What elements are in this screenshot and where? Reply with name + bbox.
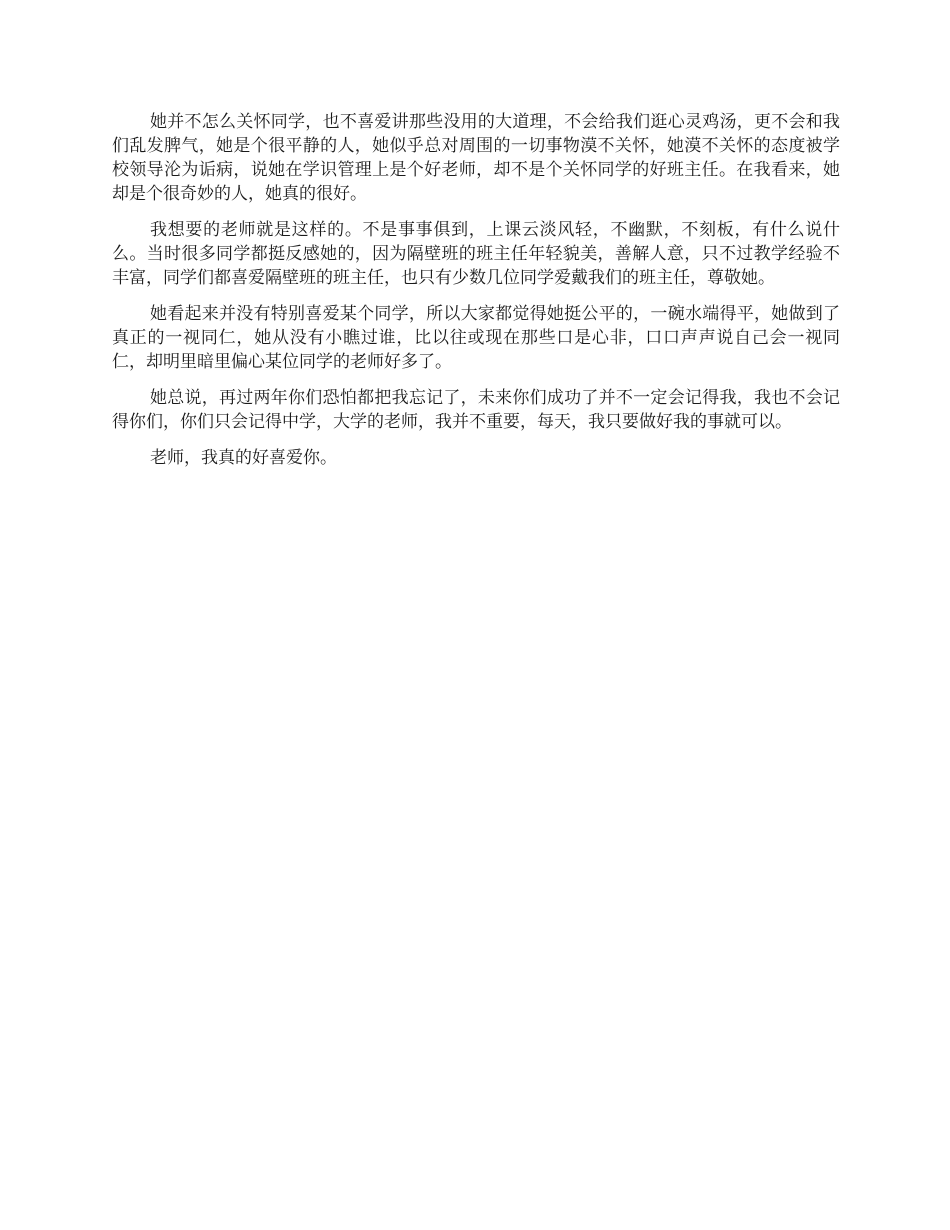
paragraph-5: 老师，我真的好喜爱你。 [150,448,337,468]
paragraph-3: 她看起来并没有特别喜爱某个同学，所以大家都觉得她挺公平的，一碗水端得平，她做到了真正的一视同仁，她从没有小瞧过谁，比以往或现在那些口是心非，口口声声说自己会一视同仁，却明里暗里偏心某位同学的老师好多了。 [112,304,840,372]
paragraph-1: 她并不怎么关怀同学，也不喜爱讲那些没用的大道理，不会给我们逛心灵鸡汤，更不会和我们乱发脾气，她是个很平静的人，她似乎总对周围的一切事物漠不关怀，她漠不关怀的态度被学校领导沦为诟病，说她在学识管理上是个好老师，却不是个关怀同学的好班主任。在我看来，她却是个很奇妙的人，她真的很好。 [112,112,840,204]
paragraph-4: 她总说，再过两年你们恐怕都把我忘记了，未来你们成功了并不一定会记得我，我也不会记得你们，你们只会记得中学，大学的老师，我并不重要，每天，我只要做好我的事就可以。 [112,388,840,432]
document-body [112,110,840,482]
paragraph-2: 我想要的老师就是这样的。不是事事俱到，上课云淡风轻，不幽默，不刻板，有什么说什么。当时很多同学都挺反感她的，因为隔壁班的班主任年轻貌美，善解人意，只不过教学经验不丰富，同学们都喜爱隔壁班的班主任，也只有少数几位同学爱戴我们的班主任，尊敬她。 [112,220,840,288]
